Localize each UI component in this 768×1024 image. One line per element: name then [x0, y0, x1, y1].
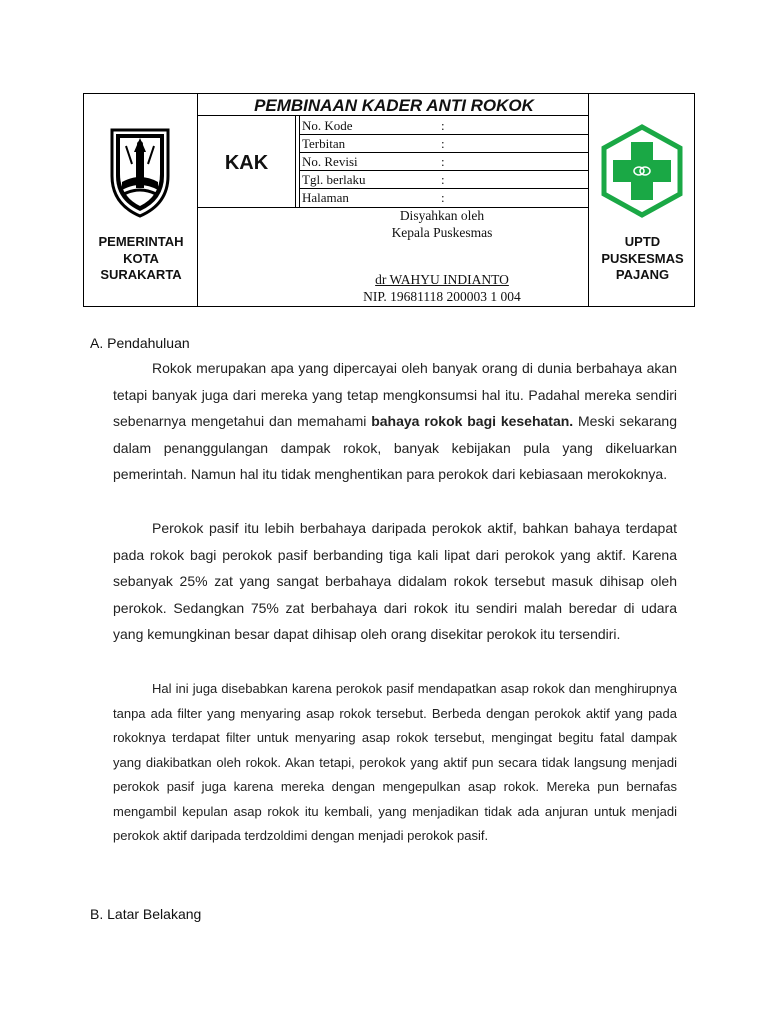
emphasis-text: bahaya rokok bagi kesehatan. [371, 413, 574, 430]
meta-label: Tgl. berlaku [302, 172, 366, 187]
paragraph [113, 355, 677, 488]
meta-label: No. Kode [302, 118, 353, 133]
meta-label: No. Revisi [302, 154, 358, 169]
puskesmas-cross-logo-icon [600, 124, 684, 218]
surakarta-coat-of-arms-icon [106, 124, 174, 220]
document-type-label: KAK [224, 152, 269, 174]
meta-colon: : [441, 154, 445, 169]
meta-row [300, 189, 588, 206]
approver-name: dr WAHYU INDIANTO [375, 272, 509, 287]
paragraph-text: Perokok pasif itu lebih berbahaya daripada perokok aktif, bahkan bahaya terdapat pada rokok bagi perokok pasif berbanding tiga kali lipat dari perokok yang aktif. Karena sebanyak 25% zat yang sangat berbahaya didalam rokok tersebut masuk dihisap oleh perokok. Sedangkan 75% zat berbahaya dari rokok itu sendiri malah beredar di udara yang kemungkinan besar dapat dihisap oleh orang disekitar perokok itu tersendiri. [113, 520, 677, 643]
meta-label: Terbitan [302, 136, 346, 151]
paragraph [113, 515, 677, 648]
meta-label: Halaman [302, 190, 349, 205]
section-heading: B. Latar Belakang [90, 906, 202, 922]
meta-row [300, 153, 588, 170]
approver-nip: NIP. 19681118 200003 1 004 [363, 289, 521, 304]
org-line: PAJANG [615, 267, 670, 282]
meta-colon: : [441, 190, 445, 205]
org-line: PUSKESMAS [601, 250, 684, 266]
paragraph-text: Meski sekarang dalam penanggulangan dampak rokok, banyak kebijakan pula yang dikeluarkan pemerintah. Namun hal itu tidak menghentikan para perokok dari kebiasaan merokoknya. [113, 413, 677, 483]
meta-colon: : [441, 136, 445, 151]
section-heading: A. Pendahuluan [90, 335, 190, 351]
approval-line: Disyahkan oleh [399, 208, 485, 223]
meta-row [300, 117, 588, 134]
org-line: PEMERINTAH [98, 234, 184, 249]
right-organization-name [589, 234, 696, 284]
paragraph-text: Rokok merupakan apa yang dipercayai oleh banyak orang di dunia berbahaya akan tetapi banyak juga dari mereka yang tetap mengkonsumsi hal itu. Padahal mereka sendiri sebenarnya mengetahui dan memahami [113, 360, 677, 430]
document-title: PEMBINAAN KADER ANTI ROKOK [254, 96, 534, 115]
meta-row [300, 135, 588, 152]
org-line: SURAKARTA [100, 267, 182, 282]
divider [295, 116, 296, 208]
org-line: UPTD [624, 234, 661, 249]
paragraph [113, 677, 677, 849]
meta-colon: : [441, 172, 445, 187]
meta-colon: : [441, 118, 445, 133]
approval-title: Kepala Puskesmas [391, 225, 493, 240]
left-organization-name [84, 234, 198, 284]
meta-row [300, 171, 588, 188]
org-line: KOTA [123, 250, 159, 266]
document-header-table [83, 93, 695, 307]
paragraph-text: Hal ini juga disebabkan karena perokok pasif mendapatkan asap rokok dan menghirupnya tanpa ada filter yang menyaring asap rokok tersebut. Berbeda dengan perokok aktif yang pada rokoknya terdapat filter untuk menyaring asap rokok tersebut, mengingat begitu fatal dampak yang diakibatkan oleh rokok. Akan tetapi, perokok yang aktif pun secara tidak langsung menjadi perokok pasif juga karena mereka dengan mengepulkan asap rokok. Mereka pun bernafas mengambil kepulan asap rokok itu kembali, yang menjadikan tidak ada anjuran untuk menjadi perokok aktif daripada terdzoldimi dengan menjadi perokok pasif. [113, 681, 677, 843]
